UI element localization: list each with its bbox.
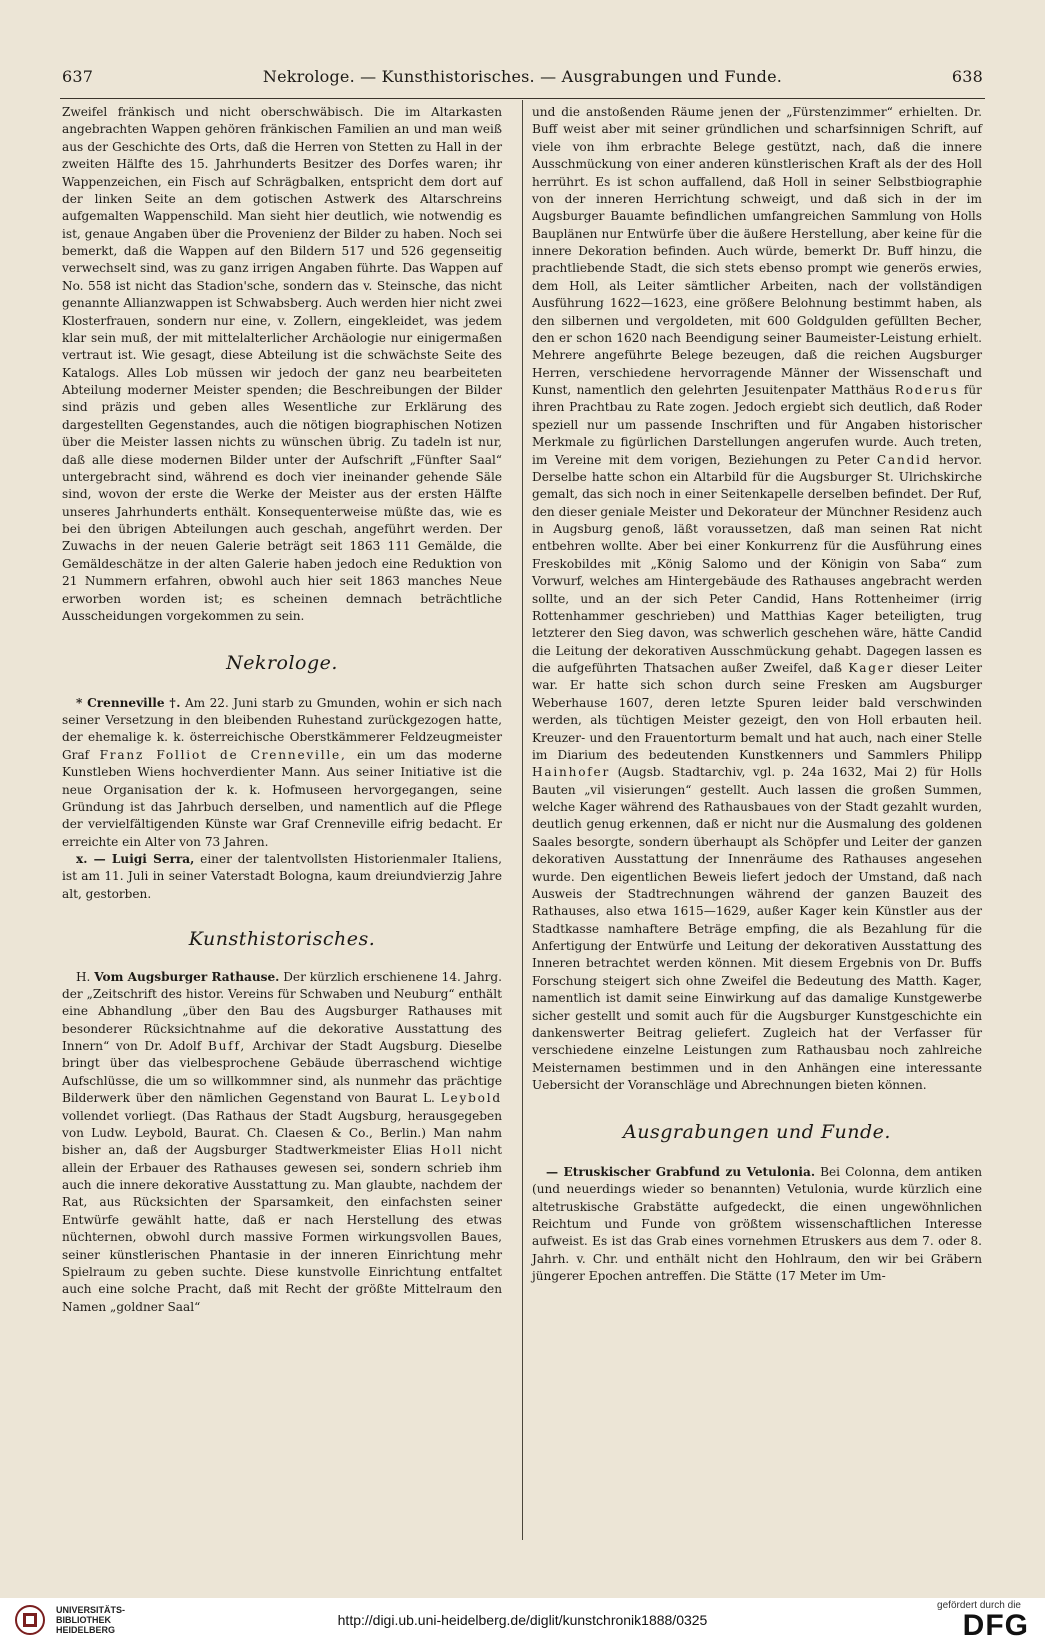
article-rathaus-text-2: Archivar der Stadt Augsburg. Dieselbe bringt über das vielbesprochene Gebäude überraschend wichtige Aufschlüsse, die um so willkommner sind, als nunmehr das prächtige Bilderwerk über den nämlichen Gegenstand von Baurat L. — [62, 1039, 502, 1106]
heading-ausgrabungen: Ausgrabungen und Funde. — [623, 1121, 891, 1144]
right-column — [532, 104, 982, 1285]
obituary-serra — [62, 851, 502, 903]
name-roderus: Roderus — [894, 383, 959, 397]
left-column — [62, 104, 502, 1316]
article-rathaus — [62, 969, 502, 1317]
article-rathaus-text-1: Der kürzlich erschienene 14. Jahrg. der „Zeitschrift des histor. Vereins für Schwaben und Neuburg“ enthält eine Abhandlung „über den Bau des Augsburger Rathauses mit besonderer Rücksichtnahme auf die dekorative Ausstattung des Innern“ von Dr. Adolf — [62, 969, 502, 1053]
article-rathaus-name-buff: Buff, — [207, 1039, 246, 1053]
article-rathaus-name-holl: Holl — [430, 1143, 464, 1158]
obituary-serra-lead: x. — Luigi Serra, — [76, 852, 195, 866]
continued-text-1: und die anstoßenden Räume jenen der „Fürstenzimmer“ erhielten. Dr. Buff weist aber mit seiner gründlichen und scharfsinnigen Schrift, auf viele von ihm erbrachte Belege gestützt, nach, daß die innere Ausschmückung von einer anderen künstlerischen Kraft als der des Holl herrührt. Es ist schon auffallend, daß Holl in seiner Selbstbiographie von der inneren Herrichtung schweigt, und daß sich in der im Augsburger Bauamte befindlichen umfangreichen Sammlung von Holls Bauplänen nur Entwürfe über die äußere Herstellung, aber keine für die innere Dekoration befinden. Auch würde, bemerkt Dr. Buff hinzu, die prachtliebende Stadt, die sich stets ebenso prompt wie generös erwies, dem Holl, als Leiter sämtlicher Arbeiten, nach der vollständigen Ausführung 1622—1623, eine größere Belohnung bestimmt haben, als den silbernen und vergoldeten, mit 600 Goldgulden gefüllten Becher, den er schon 1620 nach Beendigung seiner Baumeister-Leistung erhielt. Mehrere angeführte Belege bezeugen, daß die reichen Augsburger Herren, verschiedene hervorragende Männer der Wissenschaft und Kunst, namentlich den gelehrten Jesuitenpater Matthäus — [532, 105, 982, 397]
name-kager: Kager — [848, 661, 895, 675]
page-number-right: 638 — [951, 66, 983, 86]
continued-text-2: für ihren Prachtbau zu Rate zogen. Jedoch ergiebt sich deutlich, daß Roder speziell nur um passende Inschriften und für Angaben historischer Merkmale zu figürlichen Darstellungen angerufen wurde. Auch treten, im Vereine mit dem vorigen, Beziehungen zu Peter — [532, 383, 982, 467]
running-title: Nekrologe. — Kunsthistorisches. — Ausgrabungen und Funde. — [262, 66, 783, 86]
obituary-crenneville-text-2: ein um das moderne Kunstleben Wiens hochverdienter Mann. Aus seiner Initiative ist die neue Organisation der k. k. Hofmuseen hervorgegangen, seine Gründung ist das Jahrbuch derselben, und namentlich auf die Pflege der vervielfältigenden Künste war Graf Crenneville eifrig bedacht. Er erreichte ein Alter von 73 Jahren. — [62, 747, 502, 849]
article-vetulonia-text: Bei Colonna, dem antiken (und neuerdings wieder so benannten) Vetulonia, wurde kürzlich eine altetruskische Grabstätte aufgedeckt, die einen ungewöhnlichen Reichtum und Funde von größtem wissenschaftlichen Interesse aufweist. Es ist das Grab eines vornehmen Etruskers aus dem 7. oder 8. Jahrh. v. Chr. und enthält nicht den Hohlraum, den wir bei Gräbern jüngerer Epochen antreffen. Die Stätte (17 Meter im Um- — [532, 1164, 982, 1283]
obituary-crenneville-lead: * Crenneville †. — [76, 695, 181, 710]
article-rathaus-title: Vom Augsburger Rathause. — [94, 969, 280, 984]
library-name-line-1: UNIVERSITÄTS- — [56, 1605, 126, 1615]
obituary-crenneville-name: Franz Folliot de Crenneville, — [99, 747, 347, 762]
header-rule — [60, 98, 985, 99]
obituary-serra-text: einer der talentvollsten Historienmaler Italiens, ist am 11. Juli in seiner Vaterstadt Bologna, kaum dreiundvierzig Jahre alt, gestorben. — [62, 852, 502, 901]
permalink-url[interactable]: http://digi.ub.uni-heidelberg.de/diglit/kunstchronik1888/0325 — [337, 1612, 708, 1628]
heading-nekrologe: Nekrologe. — [226, 652, 338, 675]
name-hainhofer: Hainhofer — [532, 765, 611, 780]
article-rathaus-text-3: vollendet vorliegt. (Das Rathaus der Stadt Augsburg, herausgegeben von Ludw. Leybold, Baurat. Ch. Claesen & Co., Berlin.) Man nahm bisher an, daß der Augsburger Stadtwerkmeister Elias — [62, 1108, 502, 1158]
article-vetulonia-title: — Etruskischer Grabfund zu Vetulonia. — [546, 1164, 816, 1179]
continued-text-4: dieser Leiter war. Er hatte sich schon durch seine Fresken am Augsburger Weberhause 1607, deren letzte Spuren leider bald verschwinden werden, als tüchtigen Meister gezeigt, den von Holl erbauten heil. Kreuzer- und den Frauentorturm bemalt und hat auch, nach einer Stelle im Diarium des bedeutenden Kunstkenners und Sammlers Philipp — [532, 661, 982, 762]
column-divider — [522, 100, 523, 1540]
article-vetulonia — [532, 1164, 982, 1286]
footer-bar — [0, 1598, 1045, 1641]
library-name-line-2: BIBLIOTHEK — [56, 1615, 111, 1625]
paragraph-katalog: Zweifel fränkisch und nicht oberschwäbisch. Die im Altarkasten angebrachten Wappen gehören fränkischen Familien an und man weiß aus der Geschichte des Orts, daß die Herren von Stetten zu Hall in der zweiten Hälfte des 15. Jahrhunderts Besitzer des Dorfes waren; ihr Wappenzeichen, ein Fisch auf Schrägbalken, entspricht dem dort auf der linken Seite an dem gotischen Astwerk des Altarschreins aufgemalten Wappenschild. Man sieht hier deutlich, wie notwendig es ist, genaue Angaben über die Provenienz der Bilder zu haben. Noch sei bemerkt, daß die Wappen auf den Bildern 517 und 526 gegenseitig verwechselt sind, was zu ganz irrigen Angaben führte. Das Wappen auf No. 558 ist nicht das Stadion'sche, sondern das v. Steinsche, das nicht genannte Allianzwappen ist Schwabsberg. Auch werden hier nicht zwei Klosterfrauen, sondern nur eine, v. Zollern, eingekleidet, was jedem klar sein muß, der mit mittelalterlicher Archäologie nur einigermaßen vertraut ist. Wie gesagt, diese Abteilung ist die schwächste Seite des Katalogs. Alles Lob müssen wir jedoch der ganz neu bearbeiteten Abteilung moderner Meister spenden; die Beschreibungen der Bilder sind präzis und geben alles Wesentliche zur Erklärung des dargestellten Gegenstandes, auch die nötigen biographischen Notizen über die Meister lassen nichts zu wünschen übrig. Zu tadeln ist nur, daß alle diese modernen Bilder unter der Aufschrift „Fünfter Saal“ untergebracht sind, während es doch vier ineinander gehende Säle sind, wovon der erste die Werke der Meister aus der ersten Hälfte unseres Jahrhunderts enthält. Konsequenterweise müßte das, wie es bei den übrigen Abteilungen auch geschah, angeführt werden. Der Zuwachs in der neuen Galerie beträgt seit 1863 111 Gemälde, die Gemäldeschätze in der alten Galerie haben jedoch eine Reduktion von 21 Nummern erfahren, obwohl auch hier seit 1863 manches Neue erworben worden ist; es scheinen demnach beträchtliche Ausscheidungen vorgekommen zu sein. — [62, 105, 502, 623]
name-candid: Candid — [876, 452, 932, 467]
running-header — [62, 64, 983, 88]
article-rathaus-name-leybold: Leybold — [440, 1091, 502, 1106]
heading-kunsthistorisches: Kunsthistorisches. — [188, 928, 376, 951]
article-rathaus-author: H. — [76, 969, 91, 984]
obituary-crenneville-text: Am 22. Juni starb zu Gmunden, wohin er sich nach seiner Versetzung in den bleibenden Ruhestand zurückgezogen hatte, der ehemalige k. k. österreichische Oberstkämmerer Feldzeugmeister Graf — [62, 695, 502, 762]
article-rathaus-continued — [532, 104, 982, 1094]
continued-text-3: hervor. Derselbe hatte schon ein Altarbild für die Augsburger St. Ulrichskirche gemalt, das sich noch in einer Seitenkapelle derselben befindet. Der Ruf, den dieser geniale Meister und Dekorateur der Münchner Residenz auch in Augsburg genoß, läßt voraussetzen, daß man seinen Rat nicht entbehren wollte. Aber bei einer Konkurrenz für die Ausführung eines Freskobildes mit „König Salomo und der Königin von Saba“ zum Vorwurf, welches am Hintergebäude des Rathauses angebracht werden sollte, und an der sich Peter Candid, Hans Rottenheimer (irrig Rottenhammer geschrieben) und Matthias Kager beteiligten, trug letzterer den Sieg davon, was schwerlich geschehen wäre, hätte Candid die Leitung der dekorativen Ausschmückung gehabt. Dagegen lassen es die aufgeführten Thatsachen außer Zweifel, daß — [532, 452, 982, 675]
dfg-logo: DFG — [962, 1609, 1029, 1642]
article-rathaus-text-4: nicht allein der Erbauer des Rathauses gewesen sei, sondern schrieb ihm auch die innere dekorative Ausstattung zu. Man glaubte, nachdem der Rat, aus Rücksichten der Sparsamkeit, den einfachsten seiner Entwürfe gewählt hatte, daß er nach Herstellung des etwas nüchternen, obwohl durch massive Formen wirkungsvollen Baues, seiner künstlerischen Phantasie in der inneren Einrichtung mehr Spielraum zu geben suchte. Diese kunstvolle Einrichtung entfaltet auch eine solche Pracht, daß mit Recht der größte Mittelraum den Namen „goldner Saal“ — [62, 1143, 502, 1314]
funded-by-label: gefördert durch die — [937, 1600, 1021, 1611]
continued-text-5: (Augsb. Stadtarchiv, vgl. p. 24a 1632, Mai 2) für Holls Bauten „vil visierungen“ gestellt. Auch lassen die großen Summen, welche Kager während des Rathausbaues von der Stadt gezahlt wurden, deutlich genug erkennen, daß er nicht nur die Ausmalung des goldenen Saales besorgte, sondern überhaupt als Schöpfer und Leiter der ganzen dekorativen Ausstattung der Innenräume des Rathauses angesehen wurde. Den eigentlichen Beweis liefert jedoch der Umstand, daß nach Ausweis der Stadtrechnungen während der ganzen Bauzeit des Rathauses, also etwa 1615—1629, außer Kager kein Künstler aus der Stadtkasse namhaftere Beträge empfing, die als Bezahlung für die Anfertigung der Entwürfe und Leitung der dekorativen Ausstattung des Inneren betrachtet werden können. Mit diesem Ergebnis von Dr. Buffs Forschung steigert sich ohne Zweifel die Bedeutung des Matth. Kager, namentlich ist damit seine Einwirkung auf das damalige Kunstgewerbe sicher gestellt und somit auch für die Augsburger Kunstgeschichte ein dankenswerter Beitrag geliefert. Zugleich hat der Verfasser für verschiedene einzelne Leistungen zum Rathausbau noch zahlreiche Meisternamen bestimmen und in den Anhängen eine interessante Uebersicht der Voranschläge und Abrechnungen bieten können. — [532, 765, 982, 1092]
library-name-line-3: HEIDELBERG — [56, 1625, 116, 1635]
obituary-crenneville — [62, 695, 502, 851]
page-number-left: 637 — [62, 66, 94, 86]
